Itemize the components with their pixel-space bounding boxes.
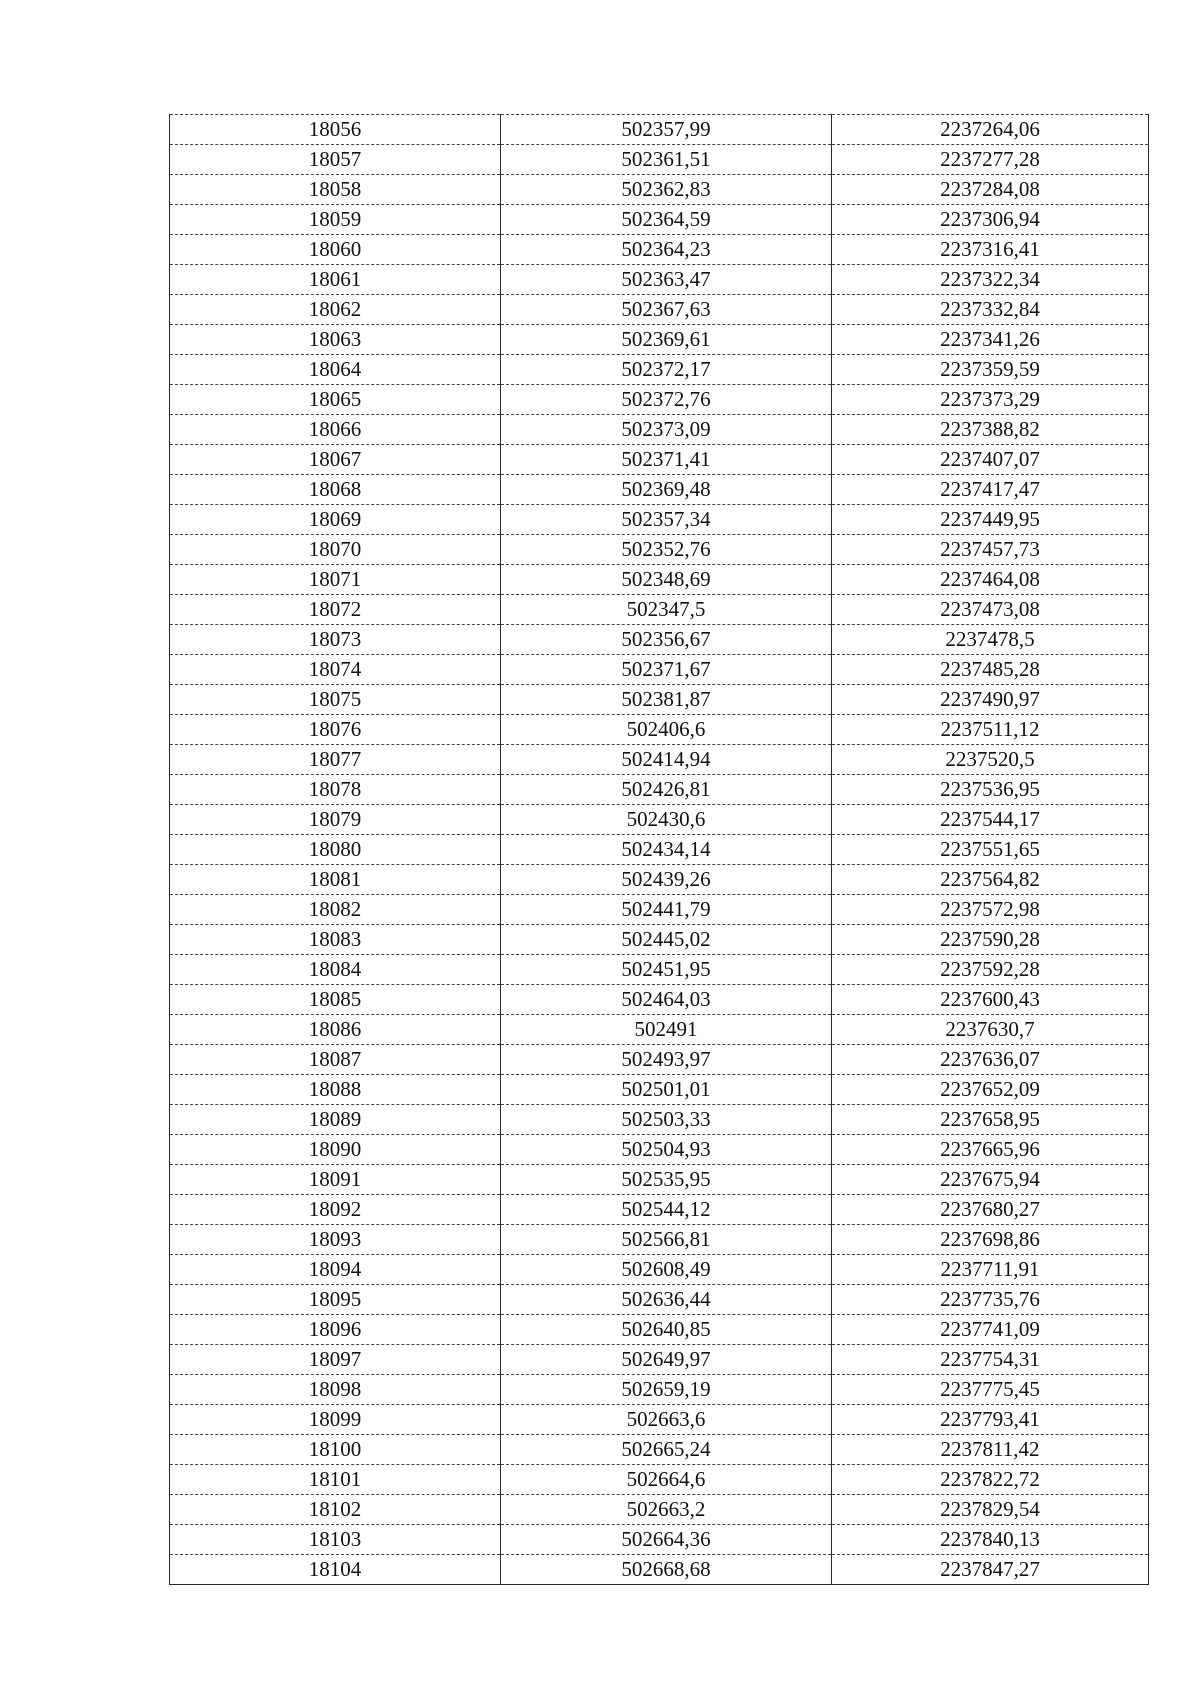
y-coordinate-cell: 2237478,5 bbox=[832, 625, 1149, 655]
y-coordinate-cell: 2237741,09 bbox=[832, 1315, 1149, 1345]
y-coordinate-cell: 2237793,41 bbox=[832, 1405, 1149, 1435]
point-number-cell: 18096 bbox=[170, 1315, 501, 1345]
x-coordinate-cell: 502535,95 bbox=[501, 1165, 832, 1195]
table-row bbox=[170, 835, 1149, 865]
x-coordinate-cell: 502493,97 bbox=[501, 1045, 832, 1075]
x-coordinate-cell: 502357,34 bbox=[501, 505, 832, 535]
point-number-cell: 18087 bbox=[170, 1045, 501, 1075]
y-coordinate-cell: 2237735,76 bbox=[832, 1285, 1149, 1315]
y-coordinate-cell: 2237592,28 bbox=[832, 955, 1149, 985]
table-row bbox=[170, 565, 1149, 595]
point-number-cell: 18067 bbox=[170, 445, 501, 475]
point-number-cell: 18093 bbox=[170, 1225, 501, 1255]
point-number-cell: 18070 bbox=[170, 535, 501, 565]
x-coordinate-cell: 502367,63 bbox=[501, 295, 832, 325]
y-coordinate-cell: 2237775,45 bbox=[832, 1375, 1149, 1405]
point-number-cell: 18089 bbox=[170, 1105, 501, 1135]
table-row bbox=[170, 625, 1149, 655]
table-row bbox=[170, 205, 1149, 235]
coordinates-table bbox=[169, 114, 1149, 1585]
table-row bbox=[170, 505, 1149, 535]
point-number-cell: 18074 bbox=[170, 655, 501, 685]
x-coordinate-cell: 502504,93 bbox=[501, 1135, 832, 1165]
x-coordinate-cell: 502361,51 bbox=[501, 145, 832, 175]
y-coordinate-cell: 2237590,28 bbox=[832, 925, 1149, 955]
x-coordinate-cell: 502445,02 bbox=[501, 925, 832, 955]
point-number-cell: 18097 bbox=[170, 1345, 501, 1375]
table-row bbox=[170, 1375, 1149, 1405]
table-row bbox=[170, 445, 1149, 475]
x-coordinate-cell: 502371,41 bbox=[501, 445, 832, 475]
y-coordinate-cell: 2237636,07 bbox=[832, 1045, 1149, 1075]
table-row bbox=[170, 265, 1149, 295]
x-coordinate-cell: 502369,48 bbox=[501, 475, 832, 505]
x-coordinate-cell: 502434,14 bbox=[501, 835, 832, 865]
y-coordinate-cell: 2237277,28 bbox=[832, 145, 1149, 175]
point-number-cell: 18068 bbox=[170, 475, 501, 505]
x-coordinate-cell: 502665,24 bbox=[501, 1435, 832, 1465]
point-number-cell: 18063 bbox=[170, 325, 501, 355]
x-coordinate-cell: 502608,49 bbox=[501, 1255, 832, 1285]
table-row bbox=[170, 325, 1149, 355]
point-number-cell: 18098 bbox=[170, 1375, 501, 1405]
point-number-cell: 18072 bbox=[170, 595, 501, 625]
point-number-cell: 18064 bbox=[170, 355, 501, 385]
y-coordinate-cell: 2237822,72 bbox=[832, 1465, 1149, 1495]
table-row bbox=[170, 1195, 1149, 1225]
table-row bbox=[170, 1525, 1149, 1555]
table-row bbox=[170, 415, 1149, 445]
x-coordinate-cell: 502357,99 bbox=[501, 115, 832, 145]
x-coordinate-cell: 502663,2 bbox=[501, 1495, 832, 1525]
point-number-cell: 18086 bbox=[170, 1015, 501, 1045]
x-coordinate-cell: 502347,5 bbox=[501, 595, 832, 625]
y-coordinate-cell: 2237464,08 bbox=[832, 565, 1149, 595]
y-coordinate-cell: 2237658,95 bbox=[832, 1105, 1149, 1135]
y-coordinate-cell: 2237711,91 bbox=[832, 1255, 1149, 1285]
table-row bbox=[170, 235, 1149, 265]
table-row bbox=[170, 805, 1149, 835]
y-coordinate-cell: 2237551,65 bbox=[832, 835, 1149, 865]
point-number-cell: 18066 bbox=[170, 415, 501, 445]
y-coordinate-cell: 2237564,82 bbox=[832, 865, 1149, 895]
table-row bbox=[170, 1135, 1149, 1165]
x-coordinate-cell: 502503,33 bbox=[501, 1105, 832, 1135]
y-coordinate-cell: 2237473,08 bbox=[832, 595, 1149, 625]
point-number-cell: 18099 bbox=[170, 1405, 501, 1435]
x-coordinate-cell: 502364,59 bbox=[501, 205, 832, 235]
y-coordinate-cell: 2237544,17 bbox=[832, 805, 1149, 835]
table-row bbox=[170, 475, 1149, 505]
point-number-cell: 18056 bbox=[170, 115, 501, 145]
y-coordinate-cell: 2237811,42 bbox=[832, 1435, 1149, 1465]
table-row bbox=[170, 355, 1149, 385]
point-number-cell: 18060 bbox=[170, 235, 501, 265]
point-number-cell: 18095 bbox=[170, 1285, 501, 1315]
point-number-cell: 18102 bbox=[170, 1495, 501, 1525]
table-row bbox=[170, 895, 1149, 925]
x-coordinate-cell: 502414,94 bbox=[501, 745, 832, 775]
table-row bbox=[170, 745, 1149, 775]
y-coordinate-cell: 2237829,54 bbox=[832, 1495, 1149, 1525]
x-coordinate-cell: 502430,6 bbox=[501, 805, 832, 835]
x-coordinate-cell: 502363,47 bbox=[501, 265, 832, 295]
y-coordinate-cell: 2237680,27 bbox=[832, 1195, 1149, 1225]
y-coordinate-cell: 2237306,94 bbox=[832, 205, 1149, 235]
y-coordinate-cell: 2237388,82 bbox=[832, 415, 1149, 445]
point-number-cell: 18090 bbox=[170, 1135, 501, 1165]
table-row bbox=[170, 655, 1149, 685]
table-row bbox=[170, 595, 1149, 625]
table-row bbox=[170, 955, 1149, 985]
x-coordinate-cell: 502362,83 bbox=[501, 175, 832, 205]
coordinates-table-body bbox=[170, 115, 1149, 1585]
point-number-cell: 18065 bbox=[170, 385, 501, 415]
x-coordinate-cell: 502364,23 bbox=[501, 235, 832, 265]
table-row bbox=[170, 1255, 1149, 1285]
y-coordinate-cell: 2237359,59 bbox=[832, 355, 1149, 385]
table-row bbox=[170, 1225, 1149, 1255]
point-number-cell: 18077 bbox=[170, 745, 501, 775]
y-coordinate-cell: 2237449,95 bbox=[832, 505, 1149, 535]
table-row bbox=[170, 175, 1149, 205]
y-coordinate-cell: 2237572,98 bbox=[832, 895, 1149, 925]
x-coordinate-cell: 502544,12 bbox=[501, 1195, 832, 1225]
x-coordinate-cell: 502566,81 bbox=[501, 1225, 832, 1255]
x-coordinate-cell: 502663,6 bbox=[501, 1405, 832, 1435]
point-number-cell: 18103 bbox=[170, 1525, 501, 1555]
point-number-cell: 18058 bbox=[170, 175, 501, 205]
table-row bbox=[170, 1495, 1149, 1525]
y-coordinate-cell: 2237457,73 bbox=[832, 535, 1149, 565]
point-number-cell: 18101 bbox=[170, 1465, 501, 1495]
table-row bbox=[170, 715, 1149, 745]
y-coordinate-cell: 2237485,28 bbox=[832, 655, 1149, 685]
x-coordinate-cell: 502439,26 bbox=[501, 865, 832, 895]
point-number-cell: 18062 bbox=[170, 295, 501, 325]
table-row bbox=[170, 1015, 1149, 1045]
y-coordinate-cell: 2237322,34 bbox=[832, 265, 1149, 295]
x-coordinate-cell: 502372,76 bbox=[501, 385, 832, 415]
x-coordinate-cell: 502373,09 bbox=[501, 415, 832, 445]
table-row bbox=[170, 1285, 1149, 1315]
table-row bbox=[170, 295, 1149, 325]
x-coordinate-cell: 502640,85 bbox=[501, 1315, 832, 1345]
y-coordinate-cell: 2237316,41 bbox=[832, 235, 1149, 265]
point-number-cell: 18080 bbox=[170, 835, 501, 865]
table-row bbox=[170, 775, 1149, 805]
y-coordinate-cell: 2237754,31 bbox=[832, 1345, 1149, 1375]
table-row bbox=[170, 1555, 1149, 1585]
y-coordinate-cell: 2237665,96 bbox=[832, 1135, 1149, 1165]
y-coordinate-cell: 2237698,86 bbox=[832, 1225, 1149, 1255]
y-coordinate-cell: 2237373,29 bbox=[832, 385, 1149, 415]
y-coordinate-cell: 2237840,13 bbox=[832, 1525, 1149, 1555]
table-row bbox=[170, 1045, 1149, 1075]
y-coordinate-cell: 2237652,09 bbox=[832, 1075, 1149, 1105]
x-coordinate-cell: 502491 bbox=[501, 1015, 832, 1045]
point-number-cell: 18083 bbox=[170, 925, 501, 955]
y-coordinate-cell: 2237407,07 bbox=[832, 445, 1149, 475]
point-number-cell: 18094 bbox=[170, 1255, 501, 1285]
x-coordinate-cell: 502668,68 bbox=[501, 1555, 832, 1585]
table-row bbox=[170, 1315, 1149, 1345]
table-row bbox=[170, 685, 1149, 715]
x-coordinate-cell: 502406,6 bbox=[501, 715, 832, 745]
y-coordinate-cell: 2237675,94 bbox=[832, 1165, 1149, 1195]
point-number-cell: 18057 bbox=[170, 145, 501, 175]
point-number-cell: 18061 bbox=[170, 265, 501, 295]
x-coordinate-cell: 502372,17 bbox=[501, 355, 832, 385]
x-coordinate-cell: 502464,03 bbox=[501, 985, 832, 1015]
x-coordinate-cell: 502441,79 bbox=[501, 895, 832, 925]
x-coordinate-cell: 502356,67 bbox=[501, 625, 832, 655]
point-number-cell: 18059 bbox=[170, 205, 501, 235]
table-row bbox=[170, 1075, 1149, 1105]
table-row bbox=[170, 1435, 1149, 1465]
y-coordinate-cell: 2237490,97 bbox=[832, 685, 1149, 715]
x-coordinate-cell: 502348,69 bbox=[501, 565, 832, 595]
point-number-cell: 18071 bbox=[170, 565, 501, 595]
point-number-cell: 18076 bbox=[170, 715, 501, 745]
point-number-cell: 18084 bbox=[170, 955, 501, 985]
point-number-cell: 18081 bbox=[170, 865, 501, 895]
table-row bbox=[170, 865, 1149, 895]
point-number-cell: 18085 bbox=[170, 985, 501, 1015]
point-number-cell: 18088 bbox=[170, 1075, 501, 1105]
table-row bbox=[170, 1405, 1149, 1435]
y-coordinate-cell: 2237341,26 bbox=[832, 325, 1149, 355]
table-row bbox=[170, 925, 1149, 955]
y-coordinate-cell: 2237417,47 bbox=[832, 475, 1149, 505]
x-coordinate-cell: 502451,95 bbox=[501, 955, 832, 985]
table-row bbox=[170, 1465, 1149, 1495]
y-coordinate-cell: 2237264,06 bbox=[832, 115, 1149, 145]
point-number-cell: 18082 bbox=[170, 895, 501, 925]
x-coordinate-cell: 502369,61 bbox=[501, 325, 832, 355]
y-coordinate-cell: 2237520,5 bbox=[832, 745, 1149, 775]
point-number-cell: 18075 bbox=[170, 685, 501, 715]
point-number-cell: 18104 bbox=[170, 1555, 501, 1585]
y-coordinate-cell: 2237847,27 bbox=[832, 1555, 1149, 1585]
y-coordinate-cell: 2237284,08 bbox=[832, 175, 1149, 205]
point-number-cell: 18092 bbox=[170, 1195, 501, 1225]
table-row bbox=[170, 535, 1149, 565]
point-number-cell: 18079 bbox=[170, 805, 501, 835]
y-coordinate-cell: 2237332,84 bbox=[832, 295, 1149, 325]
x-coordinate-cell: 502426,81 bbox=[501, 775, 832, 805]
point-number-cell: 18073 bbox=[170, 625, 501, 655]
table-row bbox=[170, 985, 1149, 1015]
x-coordinate-cell: 502381,87 bbox=[501, 685, 832, 715]
point-number-cell: 18091 bbox=[170, 1165, 501, 1195]
table-row bbox=[170, 1105, 1149, 1135]
x-coordinate-cell: 502664,6 bbox=[501, 1465, 832, 1495]
y-coordinate-cell: 2237630,7 bbox=[832, 1015, 1149, 1045]
x-coordinate-cell: 502636,44 bbox=[501, 1285, 832, 1315]
y-coordinate-cell: 2237511,12 bbox=[832, 715, 1149, 745]
point-number-cell: 18100 bbox=[170, 1435, 501, 1465]
table-row bbox=[170, 1345, 1149, 1375]
table-row bbox=[170, 115, 1149, 145]
x-coordinate-cell: 502501,01 bbox=[501, 1075, 832, 1105]
table-row bbox=[170, 385, 1149, 415]
point-number-cell: 18069 bbox=[170, 505, 501, 535]
y-coordinate-cell: 2237536,95 bbox=[832, 775, 1149, 805]
table-row bbox=[170, 1165, 1149, 1195]
table-row bbox=[170, 145, 1149, 175]
x-coordinate-cell: 502664,36 bbox=[501, 1525, 832, 1555]
point-number-cell: 18078 bbox=[170, 775, 501, 805]
x-coordinate-cell: 502649,97 bbox=[501, 1345, 832, 1375]
x-coordinate-cell: 502352,76 bbox=[501, 535, 832, 565]
x-coordinate-cell: 502371,67 bbox=[501, 655, 832, 685]
x-coordinate-cell: 502659,19 bbox=[501, 1375, 832, 1405]
y-coordinate-cell: 2237600,43 bbox=[832, 985, 1149, 1015]
